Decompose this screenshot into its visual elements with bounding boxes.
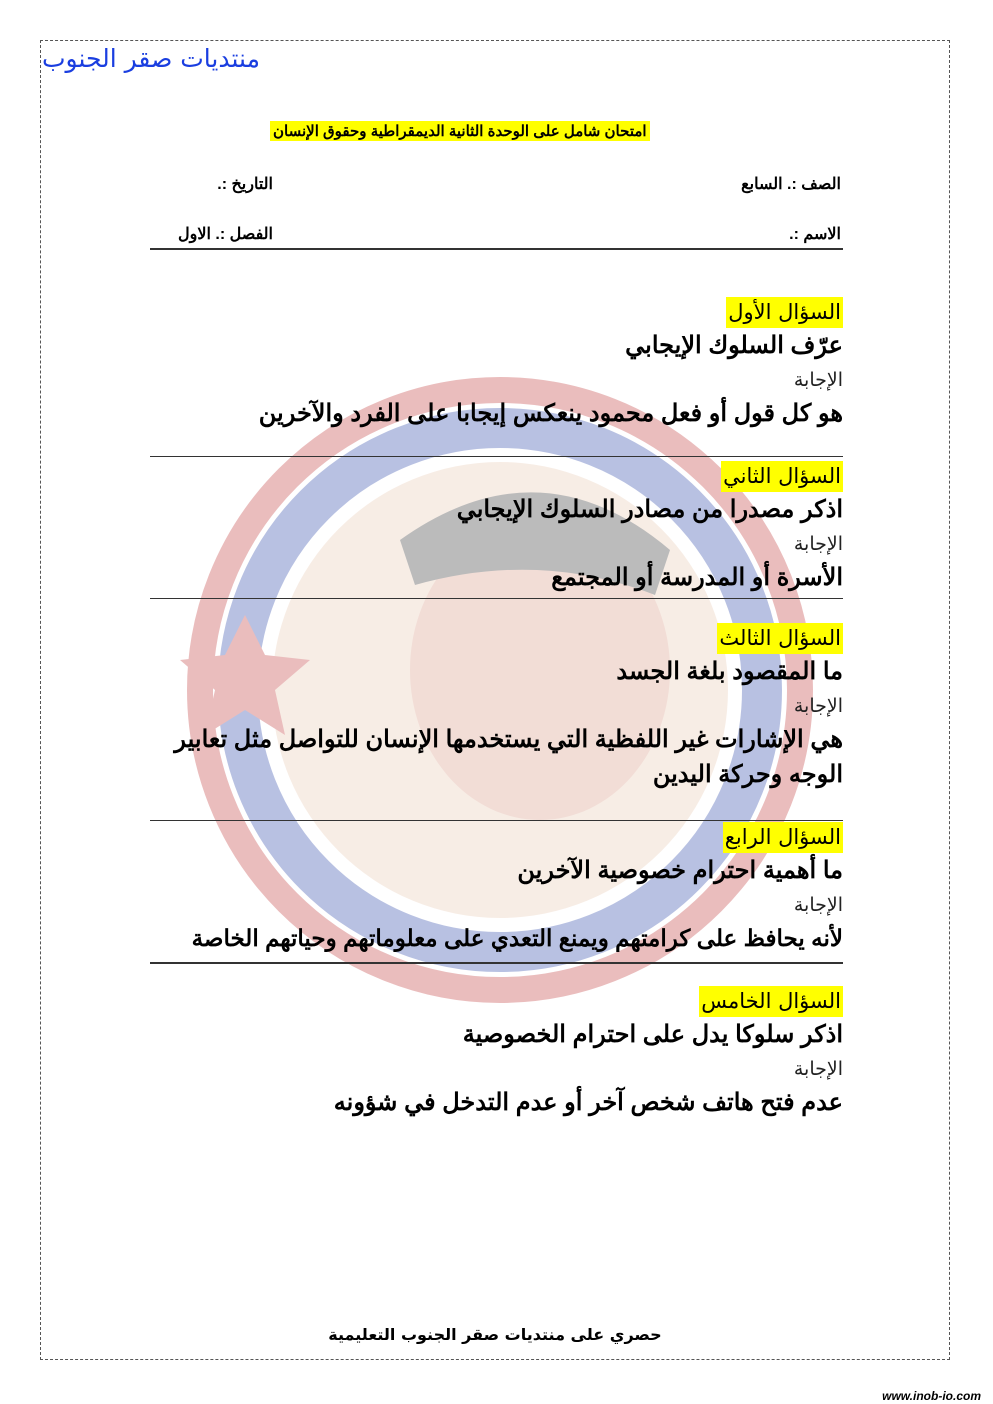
answer-label: الإجابة (793, 695, 843, 717)
exam-title: امتحان شامل على الوحدة الثانية الديمقراطية وحقوق الإنسان (270, 121, 650, 141)
answer-text: هي الإشارات غير اللفظية التي يستخدمها الإنسان للتواصل مثل تعابير الوجه وحركة اليدين (174, 726, 843, 788)
answer-label: الإجابة (793, 894, 843, 916)
question-block-2 (143, 461, 843, 595)
grade-field: الصف :. السابع (741, 176, 841, 193)
question-text: ما المقصود بلغة الجسد (616, 658, 843, 685)
term-field: الفصل :. الاول (178, 226, 273, 243)
question-heading: السؤال الأول (726, 297, 843, 328)
question-text: اذكر مصدرا من مصادر السلوك الإيجابي (456, 496, 843, 523)
question-heading: السؤال الرابع (723, 822, 843, 853)
question-block-3 (143, 623, 843, 792)
question-block-1 (143, 297, 843, 431)
site-title: منتديات صقر الجنوب (42, 44, 260, 73)
question-divider (150, 598, 843, 599)
date-field: التاريخ :. (217, 176, 273, 193)
question-heading: السؤال الثالث (717, 623, 843, 654)
question-divider (150, 962, 843, 964)
answer-text: لأنه يحافظ على كرامتهم ويمنع التعدي على معلوماتهم وحياتهم الخاصة (191, 925, 843, 951)
answer-label: الإجابة (793, 533, 843, 555)
question-block-5 (143, 986, 843, 1120)
question-block-4 (143, 822, 843, 956)
answer-text: هو كل قول أو فعل محمود ينعكس إيجابا على الفرد والآخرين (258, 400, 843, 427)
answer-text: الأسرة أو المدرسة أو المجتمع (551, 564, 843, 591)
answer-text: عدم فتح هاتف شخص آخر أو عدم التدخل في شؤونه (333, 1089, 843, 1116)
question-text: عرّف السلوك الإيجابي (625, 332, 843, 359)
question-text: ما أهمية احترام خصوصية الآخرين (517, 857, 843, 884)
header-divider (150, 248, 843, 250)
question-divider (150, 456, 843, 457)
site-url: www.inob-io.com (882, 1389, 981, 1403)
name-field: الاسم :. (789, 226, 841, 243)
answer-label: الإجابة (793, 369, 843, 391)
footer-note: حصري على منتديات صقر الجنوب التعليمية (328, 1325, 662, 1344)
question-text: اذكر سلوكا يدل على احترام الخصوصية (462, 1021, 843, 1048)
question-divider (150, 820, 843, 821)
question-heading: السؤال الثاني (721, 461, 843, 492)
answer-label: الإجابة (793, 1058, 843, 1080)
question-heading: السؤال الخامس (699, 986, 843, 1017)
